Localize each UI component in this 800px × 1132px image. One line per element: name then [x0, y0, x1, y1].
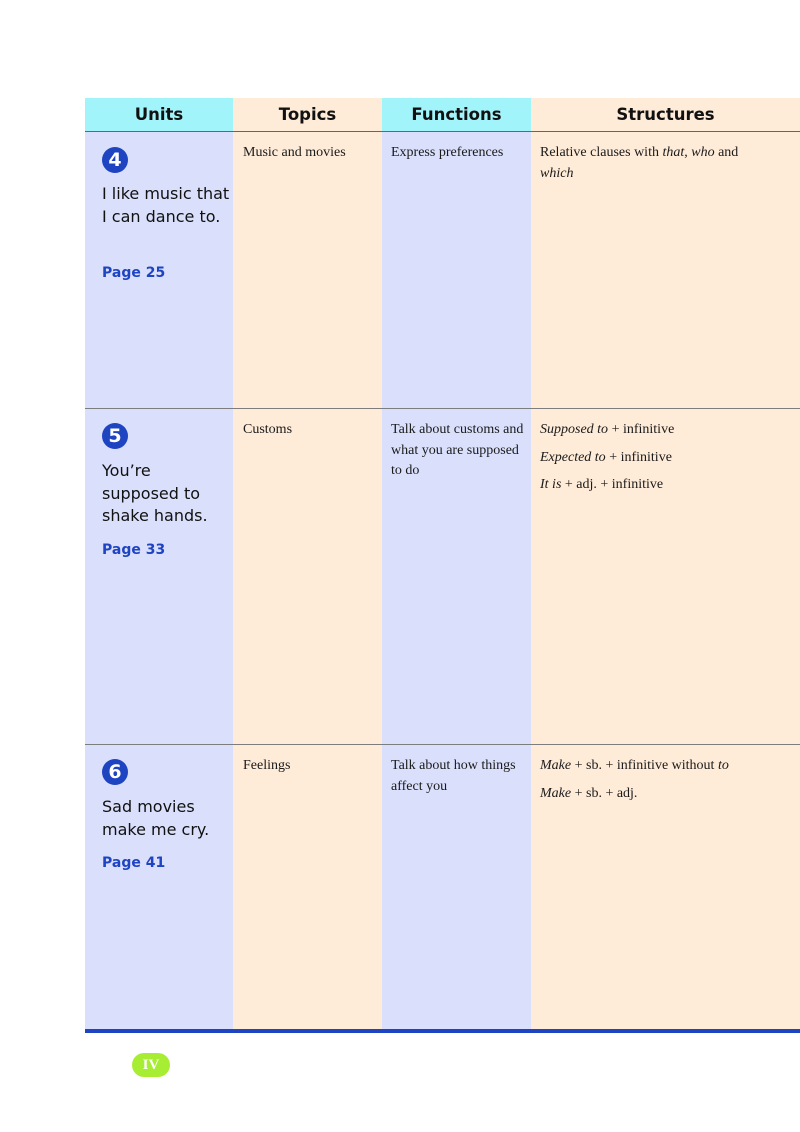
function-cell: Express preferences: [391, 145, 504, 160]
structure-text: + sb. + adj.: [571, 785, 638, 801]
structure-text: and: [714, 145, 739, 160]
topic-cell: Customs: [243, 422, 293, 437]
structure-item: [540, 784, 765, 805]
structure-keyword: Make: [540, 758, 572, 773]
header-topics: Topics: [233, 98, 382, 131]
structure-item: [540, 448, 765, 469]
structure-keyword: which: [540, 165, 574, 181]
structure-item: [540, 756, 765, 777]
header-divider: [85, 131, 800, 132]
structure-keyword: who: [691, 145, 715, 160]
unit-title: I like music that I can dance to.: [102, 184, 230, 226]
page-number-badge: IV: [132, 1053, 170, 1077]
topics-column: [233, 98, 382, 1033]
structure-text: + infinitive: [605, 449, 672, 465]
structure-keyword: that: [662, 145, 685, 160]
unit-page-link[interactable]: Page 41: [102, 855, 166, 871]
structure-keyword: to: [717, 758, 729, 773]
header-functions: Functions: [382, 98, 531, 131]
unit-number-badge: 4: [102, 147, 128, 173]
table-bottom-rule: [85, 1029, 800, 1033]
structure-keyword: Supposed to: [540, 422, 609, 437]
units-column: [85, 98, 233, 1033]
structure-keyword: It is: [540, 477, 562, 492]
structure-cell: [540, 143, 765, 184]
structure-text: + infinitive: [608, 422, 675, 437]
structure-text: Relative clauses with: [540, 145, 663, 160]
unit-number-badge: 6: [102, 759, 128, 785]
unit-page-link[interactable]: Page 33: [102, 542, 166, 558]
structure-item: [540, 143, 765, 184]
syllabus-table: [85, 98, 800, 1033]
structure-cell: [540, 420, 765, 496]
function-cell: Talk about how things affect you: [391, 758, 516, 794]
topic-cell: Feelings: [243, 758, 291, 773]
structure-text: ,: [684, 145, 692, 160]
function-cell: Talk about customs and what you are supposed to do: [391, 422, 524, 478]
row-divider: [85, 744, 800, 745]
unit-page-link[interactable]: Page 25: [102, 265, 166, 281]
topic-cell: Music and movies: [243, 145, 346, 160]
structures-column: [531, 98, 800, 1033]
header-units: Units: [85, 98, 233, 131]
structure-item: [540, 420, 765, 441]
header-structures: Structures: [531, 98, 800, 131]
structure-text: + sb. + infinitive without: [571, 758, 718, 773]
structure-keyword: Expected to: [540, 449, 606, 465]
structure-item: [540, 475, 765, 496]
structure-text: + adj. + infinitive: [561, 477, 664, 492]
unit-number-badge: 5: [102, 423, 128, 449]
structure-cell: [540, 756, 765, 804]
unit-title: You’re supposed to shake hands.: [102, 461, 208, 525]
structure-keyword: Make: [540, 785, 572, 801]
functions-column: [382, 98, 531, 1033]
row-divider: [85, 408, 800, 409]
unit-title: Sad movies make me cry.: [102, 797, 210, 839]
